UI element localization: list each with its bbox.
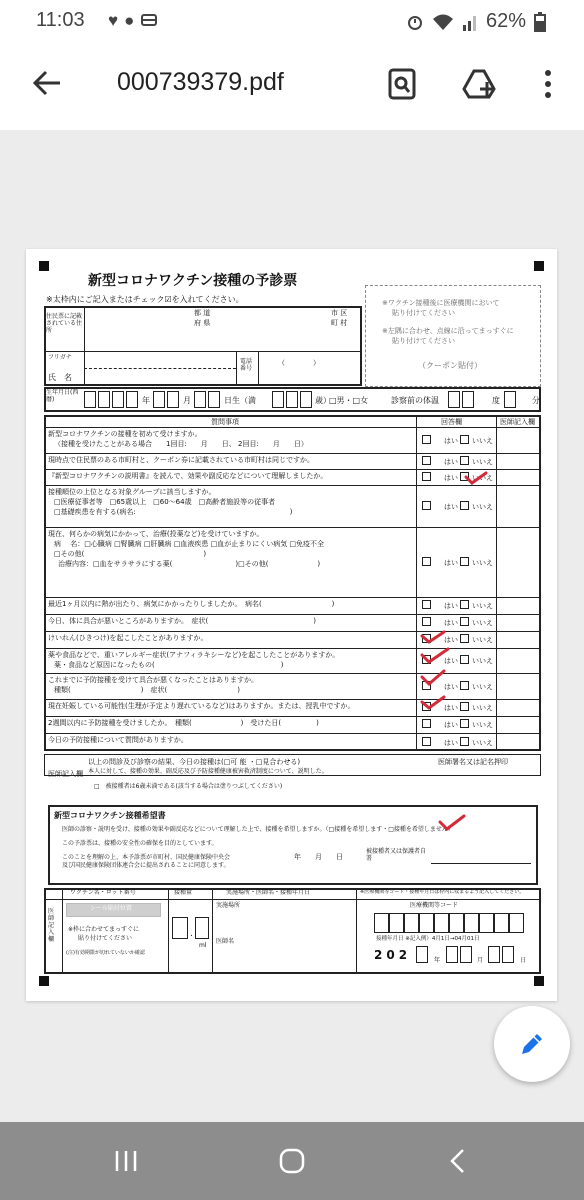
answer-yes-label: はい [444, 437, 458, 445]
question-2-text: 現時点で住民票のある市町村と、クーポン券に記載されている市町村は同じですか。 [48, 456, 314, 464]
question-12-text: 2週間以内に予防接種を受けましたか。 種類( ) 受けた日( ) [48, 719, 319, 727]
answer-yes-label: はい [444, 721, 458, 729]
question-5-text: 現在、何らかの病気にかかって、治療(投薬など)を受けていますか。 [48, 530, 264, 538]
question-5-text: □その他( ) [54, 550, 207, 558]
code-cell [389, 913, 404, 933]
answer-no-checkbox[interactable] [460, 719, 469, 728]
toolbar [0, 42, 584, 130]
status-time: 11:03 [36, 9, 85, 31]
question-10-text: 種類( ) 症状( ) [54, 686, 240, 694]
answer-no-label: いいえ [472, 503, 493, 511]
question-table [44, 415, 541, 751]
edit-fab[interactable] [494, 1006, 570, 1082]
status-bar [0, 0, 584, 42]
recent-apps-button[interactable] [106, 1144, 146, 1178]
question-8-text: けいれん(ひきつけ)を起こしたことがありますか。 [48, 634, 208, 642]
question-4-text: 接種順位の上位となる対象グループに該当しますか。 [48, 488, 216, 496]
question-5-text: 治療内容：□血をサラサラにする薬( )□その他( ) [58, 560, 321, 568]
add-to-drive-button[interactable] [460, 64, 500, 104]
answer-no-label: いいえ [472, 739, 493, 747]
handwritten-check-mark [464, 471, 488, 485]
answer-yes-label: はい [444, 458, 458, 466]
registration-mark [39, 261, 49, 271]
question-9-text: 薬・食品など原因になったもの( ) [54, 661, 284, 669]
registration-mark [39, 976, 49, 986]
answer-yes-label: はい [444, 704, 458, 712]
back-arrow-icon[interactable] [30, 66, 64, 100]
answer-no-label: いいえ [472, 721, 493, 729]
signal-icon [462, 13, 478, 31]
more-vert-icon [544, 69, 552, 99]
wifi-icon [432, 13, 454, 31]
answer-no-label: いいえ [472, 458, 493, 466]
answer-no-checkbox[interactable] [460, 655, 469, 664]
pdf-page: 新型コロナワクチン接種の予診票 ※太枠内にご記入またはチェック☑を入れてください。 ※ワクチン接種後に医療機関において 貼り付けてください ※左隅に合わせ、点線に沿ってまっすぐに 貼り付けてください （クーポン貼付） 住民票に記載されている住所 都 道 府 県 市 区 町 村 フリガナ 氏 名 電話番号 （ ） 生年月日(西暦) 年 月 日生（満 歳） □男・□女 診察前の体温 度 分 質問事項 回答欄 医師記入欄 新型コロナワクチンの接種を初めて受けますか。 （接種を受けたことがある場合 1回目: 月 日、 2回目: 月 日） はい いいえ 現時点で住民票のある市町村と、クーポン券に記載されている市町村は同じですか。 はい いいえ 『新型コロナワクチンの説明書』を読んで、効果や副反応などについて理解しましたか。 はい いいえ 接種順位の上位となる対象グループに該当しますか。 □医療従事者等 □65歳以上 □60〜64歳 □高齢者施設等の従事者 □基礎疾患を有する(病名: ) はい いいえ 現在、何らかの病気にかかって、治療(投薬など)を受けていますか。 病 名：□心臓病 □腎臓病 □肝臓病 □血液疾患 □血が止まりにくい病気 □免疫不全 □その他( ) 治療内容：□血をサラサラにする薬( )□その他( ) はい いいえ 最近1ヶ月以内に熱が出たり、病気にかかったりしましたか。 病名( ) はい いいえ 今日、体に具合が悪いところがありますか。 症状( ) はい いいえ けいれん(ひきつけ)を起こしたことがありますか。 はい いいえ 薬や食品などで、重いアレルギー症状(アナフィラキシーなど)を起こしたことがありますか。 薬・食品など原因になったもの( ) はい いいえ これまでに予防接種を受けて具合が悪くなったことはありますか。 種類( ) 症状( ) はい いいえ 現在妊娠している可能性(生理が予定より遅れているなど)はありますか。または、授乳中ですか。 はい いいえ 2週間以内に予防接種を受けましたか。 種類( ) 受けた日( ) はい いいえ 今日の予防接種について質問がありますか。 はい いいえ 医師記入欄 以上の問診及び診察の結果、今日の接種は(□可 能 ・□見合わせる) 本人に対して、接種の効果、副反応及び予防接種健康被害救済制度について、説明した。 医師署名又は記名押印 □ 被接種者は6歳未満である(該当する場合は塗りつぶしてください) 新型コロナワクチン接種希望書 医師の診察・説明を受け、接種の効果や副反応などについて理解した上で、接種を希望しますか。（□接種を希望します・□接種を希望しません） この予診票は、接種の安全性の確保を目的としています。 このことを理解の上、本予診票が市町村、国民健康保険中央会 及び国民健康保険団体連合会に提出されることに同意します。 年 月 日 被接種者又は保護者自署 医師記入欄 ワクチン名・ロット番号 接種量 実施場所・医師名・接種年月日 ※医療機関等コード・接種年月日は枠内に収まるよう記入してください。 シール貼付位置 ※枠に合わせてまっすぐに 貼り付けてください (注)有効期限が切れていないか確認 . ml 実施場所 医師名 医療機関等コード 接種年月日 ※記入例）4月1日→04月01日 202 年 月 日 [26, 249, 557, 1001]
answer-no-checkbox[interactable] [460, 617, 469, 626]
registration-mark [534, 976, 544, 986]
answer-yes-label: はい [444, 683, 458, 691]
code-cell [419, 913, 434, 933]
more-options-button[interactable] [528, 64, 568, 104]
answer-yes-checkbox[interactable] [422, 600, 431, 609]
answer-no-checkbox[interactable] [460, 681, 469, 690]
answer-no-checkbox[interactable] [460, 634, 469, 643]
back-button[interactable] [438, 1144, 478, 1178]
question-13-text: 今日の予防接種について質問がありますか。 [48, 736, 188, 744]
handwritten-check-mark [420, 647, 450, 665]
answer-yes-checkbox[interactable] [422, 737, 431, 746]
code-cell [449, 913, 464, 933]
answer-no-checkbox[interactable] [460, 702, 469, 711]
home-icon [278, 1147, 306, 1175]
question-11-text: 現在妊娠している可能性(生理が予定より遅れているなど)はありますか。または、授乳中ですか。 [48, 702, 355, 710]
answer-no-checkbox[interactable] [460, 737, 469, 746]
answer-yes-checkbox[interactable] [422, 435, 431, 444]
answer-yes-label: はい [444, 619, 458, 627]
answer-yes-checkbox[interactable] [422, 719, 431, 728]
system-nav-bar [0, 1122, 584, 1200]
answer-no-label: いいえ [472, 602, 493, 610]
answer-no-label: いいえ [472, 474, 493, 482]
file-title: 000739379.pdf [117, 68, 284, 96]
handwritten-check-mark [420, 630, 446, 644]
handwritten-check-mark [438, 814, 466, 832]
answer-no-label: いいえ [472, 683, 493, 691]
code-cell [479, 913, 494, 933]
question-10-text: これまでに予防接種を受けて具合が悪くなったことはありますか。 [48, 676, 258, 684]
transit-icon [140, 13, 158, 29]
personal-info-box [44, 306, 362, 386]
answer-yes-label: はい [444, 602, 458, 610]
answer-yes-label: はい [444, 636, 458, 644]
pencil-icon [518, 1030, 546, 1058]
answer-no-label: いいえ [472, 636, 493, 644]
add-to-drive-icon [462, 68, 498, 100]
battery-icon [534, 12, 546, 32]
chat-icon: ● [124, 11, 135, 30]
registration-mark [534, 261, 544, 271]
answer-no-label: いいえ [472, 559, 493, 567]
answer-no-label: いいえ [472, 437, 493, 445]
answer-yes-label: はい [444, 739, 458, 747]
back-chevron-icon [448, 1148, 468, 1174]
answer-yes-checkbox[interactable] [422, 557, 431, 566]
answer-yes-label: はい [444, 657, 458, 665]
answer-no-checkbox[interactable] [460, 501, 469, 510]
answer-no-checkbox[interactable] [460, 435, 469, 444]
search-document-icon [388, 68, 416, 100]
question-1-text: 新型コロナワクチンの接種を初めて受けますか。 [48, 430, 202, 438]
code-cell [404, 913, 419, 933]
recent-apps-icon [113, 1149, 139, 1173]
code-cell [464, 913, 479, 933]
answer-yes-checkbox[interactable] [422, 456, 431, 465]
handwritten-check-mark [420, 669, 446, 687]
question-4-text: □基礎疾患を有する(病名: ) [54, 508, 293, 516]
form-title: 新型コロナワクチン接種の予診票 [88, 273, 298, 289]
question-4-text: □医療従事者等 □65歳以上 □60〜64歳 □高齢者施設等の従事者 [54, 498, 276, 506]
answer-no-checkbox[interactable] [460, 456, 469, 465]
search-document-button[interactable] [382, 64, 422, 104]
answer-yes-checkbox[interactable] [422, 501, 431, 510]
question-7-text: 今日、体に具合が悪いところがありますか。 症状( ) [48, 617, 316, 625]
answer-no-checkbox[interactable] [460, 557, 469, 566]
answer-no-label: いいえ [472, 704, 493, 712]
question-5-text: 病 名：□心臓病 □腎臓病 □肝臓病 □血液疾患 □血が止まりにくい病気 □免疫不全 [54, 540, 325, 548]
heart-icon: ♥ [108, 11, 119, 30]
question-3-text: 『新型コロナワクチンの説明書』を読んで、効果や副反応などについて理解しましたか。 [48, 472, 328, 480]
home-button[interactable] [272, 1144, 312, 1178]
answer-yes-checkbox[interactable] [422, 472, 431, 481]
answer-yes-label: はい [444, 474, 458, 482]
answer-yes-label: はい [444, 559, 458, 567]
question-6-text: 最近1ヶ月以内に熱が出たり、病気にかかったりしましたか。 病名( ) [48, 600, 335, 608]
answer-no-label: いいえ [472, 619, 493, 627]
handwritten-check-mark [420, 695, 446, 711]
answer-yes-checkbox[interactable] [422, 617, 431, 626]
question-9-text: 薬や食品などで、重いアレルギー症状(アナフィラキシーなど)を起こしたことがありますか。 [48, 651, 340, 659]
answer-no-label: いいえ [472, 657, 493, 665]
answer-no-checkbox[interactable] [460, 600, 469, 609]
form-instruction: ※太枠内にご記入またはチェック☑を入れてください。 [46, 295, 244, 304]
answer-yes-label: はい [444, 503, 458, 511]
code-cell [509, 913, 524, 933]
code-cell [434, 913, 449, 933]
alarm-icon [406, 13, 424, 31]
code-cell [374, 913, 389, 933]
code-cell [494, 913, 509, 933]
battery-text: 62% [485, 10, 526, 32]
question-1-text: （接種を受けたことがある場合 1回目: 月 日、 2回目: 月 日） [54, 440, 308, 448]
